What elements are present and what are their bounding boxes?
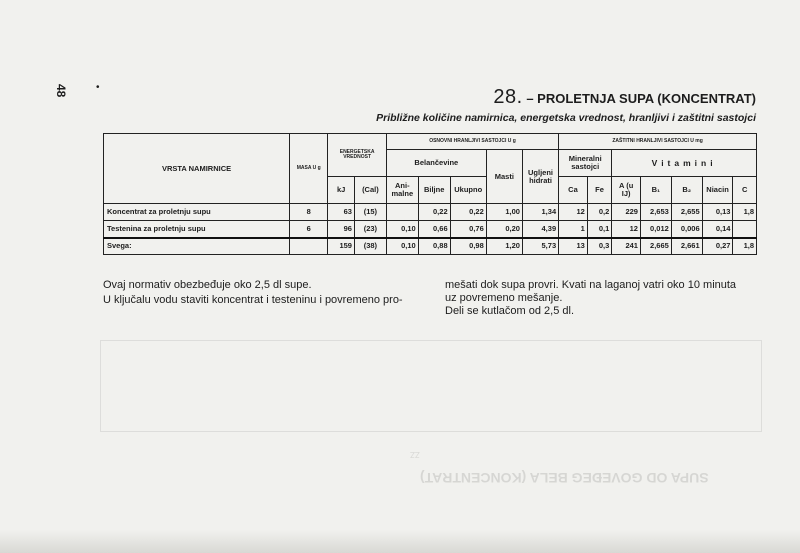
- header-masa: MASA U g: [290, 134, 328, 204]
- cell-biljne: 0,66: [418, 221, 450, 238]
- instructions-part3: uz povremeno mešanje.: [445, 292, 563, 304]
- bleed-through-reverse-page: [80, 300, 780, 520]
- cell-masti: 0,20: [486, 221, 522, 238]
- cell-masa: 8: [290, 204, 328, 221]
- cell-masa: 6: [290, 221, 328, 238]
- header-vitamini: Vitamini: [612, 150, 757, 177]
- cell-niacin: 0,13: [702, 204, 733, 221]
- cell-animalne: 0,10: [386, 221, 418, 238]
- cell-ugljeni: 1,34: [522, 204, 558, 221]
- cell-a: 12: [612, 221, 641, 238]
- instructions-part2: mešati dok supa provri. Kvati na laganoj vatri oko 10 minuta: [445, 279, 737, 291]
- note-yield: Ovaj normativ obezbeđuje oko 2,5 dl supe.: [103, 279, 312, 291]
- cell-masa: [290, 238, 328, 255]
- cell-cal: (15): [354, 204, 386, 221]
- cell-a: 229: [612, 204, 641, 221]
- header-animalne: Ani-malne: [386, 177, 418, 204]
- table-total-row: [104, 238, 757, 255]
- header-mineralni: Mineralni sastojci: [559, 150, 612, 177]
- header-vrsta: VRSTA NAMIRNICE: [104, 134, 290, 204]
- cell-b2: 0,006: [671, 221, 702, 238]
- header-cal: (Cal): [354, 177, 386, 204]
- cell-name: Svega:: [104, 238, 290, 255]
- recipe-subtitle: Približne količine namirnica, energetska vrednost, hranljivi i zaštitni sastojci: [376, 112, 756, 124]
- instructions-part1: U ključalu vodu staviti koncentrat i testeninu i povremeno pro-: [103, 294, 403, 306]
- header-b2: B₂: [671, 177, 702, 204]
- header-c: C: [733, 177, 757, 204]
- table-row: [104, 221, 757, 238]
- page-edge-shadow: [0, 530, 800, 553]
- cell-fe: 0,3: [587, 238, 611, 255]
- cell-ugljeni: 4,39: [522, 221, 558, 238]
- header-niacin: Niacin: [702, 177, 733, 204]
- cell-ukupno: 0,98: [450, 238, 486, 255]
- cell-fe: 0,2: [587, 204, 611, 221]
- page-number: 48: [54, 84, 68, 98]
- header-biljne: Biljne: [418, 177, 450, 204]
- header-osnovni: OSNOVNI HRANLJIVI SASTOJCI U g: [386, 134, 558, 150]
- cell-animalne: [386, 204, 418, 221]
- header-energ: ENERGETSKA VREDNOST: [328, 134, 386, 177]
- header-ugljeni: Ugljeni hidrati: [522, 150, 558, 204]
- bleed-through-title: SUPA OD GOVEĐEG BELA (KONCENTRAT): [420, 470, 709, 486]
- recipe-name: – PROLETNJA SUPA (KONCENTRAT): [526, 91, 756, 106]
- header-masti: Masti: [486, 150, 522, 204]
- cell-ca: 13: [559, 238, 588, 255]
- cell-b2: 2,655: [671, 204, 702, 221]
- cell-ca: 1: [559, 221, 588, 238]
- cell-c: [733, 221, 757, 238]
- nutrition-table: [103, 133, 757, 255]
- cell-name: Testenina za proletnju supu: [104, 221, 290, 238]
- table-row: [104, 204, 757, 221]
- header-zastitni: ZAŠTITNI HRANLJIVI SASTOJCI U mg: [559, 134, 757, 150]
- cell-biljne: 0,88: [418, 238, 450, 255]
- cell-a: 241: [612, 238, 641, 255]
- cell-b1: 2,653: [640, 204, 671, 221]
- cell-c: 1,8: [733, 238, 757, 255]
- cell-ugljeni: 5,73: [522, 238, 558, 255]
- cell-niacin: 0,27: [702, 238, 733, 255]
- cell-name: Koncentrat za proletnju supu: [104, 204, 290, 221]
- header-kj: kJ: [328, 177, 355, 204]
- serving-note: Deli se kutlačom od 2,5 dl.: [445, 305, 575, 317]
- cell-kj: 63: [328, 204, 355, 221]
- cell-kj: 159: [328, 238, 355, 255]
- cell-kj: 96: [328, 221, 355, 238]
- cell-biljne: 0,22: [418, 204, 450, 221]
- header-belancevine: Belančevine: [386, 150, 486, 177]
- cell-cal: (23): [354, 221, 386, 238]
- header-ukupno: Ukupno: [450, 177, 486, 204]
- cell-cal: (38): [354, 238, 386, 255]
- header-b1: B₁: [640, 177, 671, 204]
- cell-c: 1,8: [733, 204, 757, 221]
- cell-masti: 1,00: [486, 204, 522, 221]
- recipe-number: 28.: [493, 86, 523, 108]
- recipe-title: [493, 86, 756, 109]
- page-dot: •: [96, 82, 100, 93]
- cell-b1: 2,665: [640, 238, 671, 255]
- cell-ukupno: 0,76: [450, 221, 486, 238]
- cell-animalne: 0,10: [386, 238, 418, 255]
- cell-ukupno: 0,22: [450, 204, 486, 221]
- cell-b1: 0,012: [640, 221, 671, 238]
- cell-masti: 1,20: [486, 238, 522, 255]
- cell-b2: 2,661: [671, 238, 702, 255]
- header-fe: Fe: [587, 177, 611, 204]
- cell-ca: 12: [559, 204, 588, 221]
- header-a: A (u IJ): [612, 177, 641, 204]
- bleed-through-table: [100, 340, 762, 432]
- bleed-through-number: ZZ: [410, 450, 420, 459]
- header-ca: Ca: [559, 177, 588, 204]
- cell-fe: 0,1: [587, 221, 611, 238]
- cell-niacin: 0,14: [702, 221, 733, 238]
